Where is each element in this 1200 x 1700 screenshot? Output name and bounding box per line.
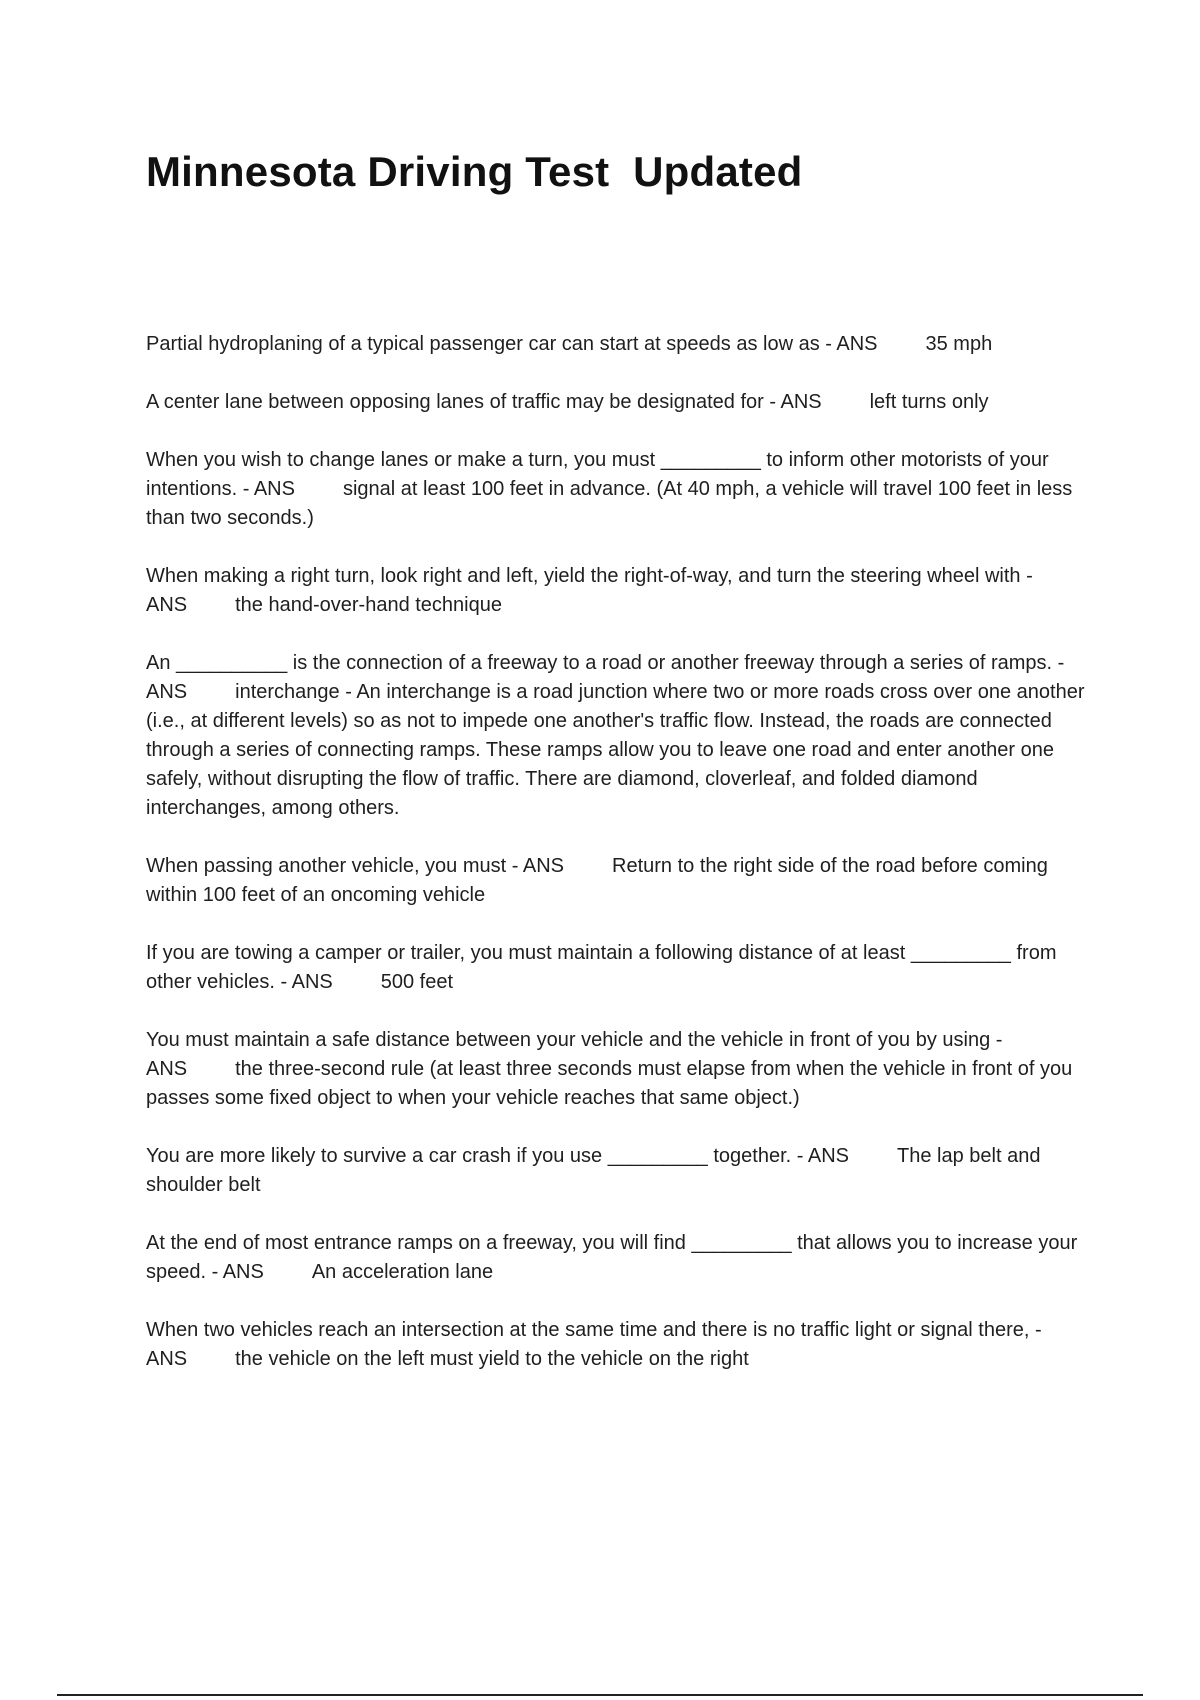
qa-item-6 [146,852,1096,910]
answer-text: the three-second rule (at least three seconds must elapse from when the vehicle in front of you passes some fixed object to when your vehicle reaches that same object.) [146,1058,1073,1109]
question-text: At the end of most entrance ramps on a freeway, you will find _________ that allows you to increase your speed. - ANS [146,1232,1078,1283]
qa-item-4 [146,562,1096,620]
answer-text: The lap belt and shoulder belt [146,1145,1041,1196]
question-text: An __________ is the connection of a freeway to a road or another freeway through a series of ramps. - ANS [146,652,1065,703]
answer-text: Return to the right side of the road before coming within 100 feet of an oncoming vehicle [146,855,1048,906]
question-text: When two vehicles reach an intersection at the same time and there is no traffic light or signal there, - ANS [146,1319,1042,1370]
question-answer-list [146,330,1096,1403]
qa-item-9 [146,1142,1096,1200]
answer-text: the hand-over-hand technique [235,594,502,616]
question-text: A center lane between opposing lanes of traffic may be designated for - ANS [146,391,822,413]
answer-text: interchange - An interchange is a road junction where two or more roads cross over one another (i.e., at different levels) so as not to impede one another's traffic flow. Instead, the roads are connected through a series of connecting ramps. These ramps allow you to leave one road and enter another one safely, without disrupting the flow of traffic. There are diamond, cloverleaf, and folded diamond interchanges, among others. [146,681,1085,819]
answer-text: An acceleration lane [311,1261,494,1283]
qa-item-11 [146,1316,1096,1374]
question-text: Partial hydroplaning of a typical passenger car can start at speeds as low as - ANS [146,333,878,355]
qa-item-3 [146,446,1096,533]
question-text: You must maintain a safe distance between your vehicle and the vehicle in front of you by using - ANS [146,1029,1003,1080]
page-title: Minnesota Driving Test Updated [146,148,803,195]
qa-item-7 [146,939,1096,997]
qa-item-1 [146,330,1096,359]
answer-text: 35 mph [925,333,993,355]
answer-text: the vehicle on the left must yield to the vehicle on the right [235,1348,749,1370]
question-text: You are more likely to survive a car crash if you use _________ together. - ANS [146,1145,849,1167]
question-text: When passing another vehicle, you must - ANS [146,855,564,877]
qa-item-2 [146,388,1096,417]
question-text: When you wish to change lanes or make a turn, you must _________ to inform other motorists of your intentions. - ANS [146,449,1049,500]
qa-item-5 [146,649,1096,823]
answer-text: signal at least 100 feet in advance. (At 40 mph, a vehicle will travel 100 feet in less than two seconds.) [146,478,1073,529]
qa-item-8 [146,1026,1096,1113]
question-text: When making a right turn, look right and left, yield the right-of-way, and turn the steering wheel with - ANS [146,565,1033,616]
page-bottom-divider [57,1694,1143,1696]
answer-text: left turns only [869,391,989,413]
answer-text: 500 feet [380,971,454,993]
question-text: If you are towing a camper or trailer, you must maintain a following distance of at least _________ from other vehicles. - ANS [146,942,1057,993]
qa-item-10 [146,1229,1096,1287]
